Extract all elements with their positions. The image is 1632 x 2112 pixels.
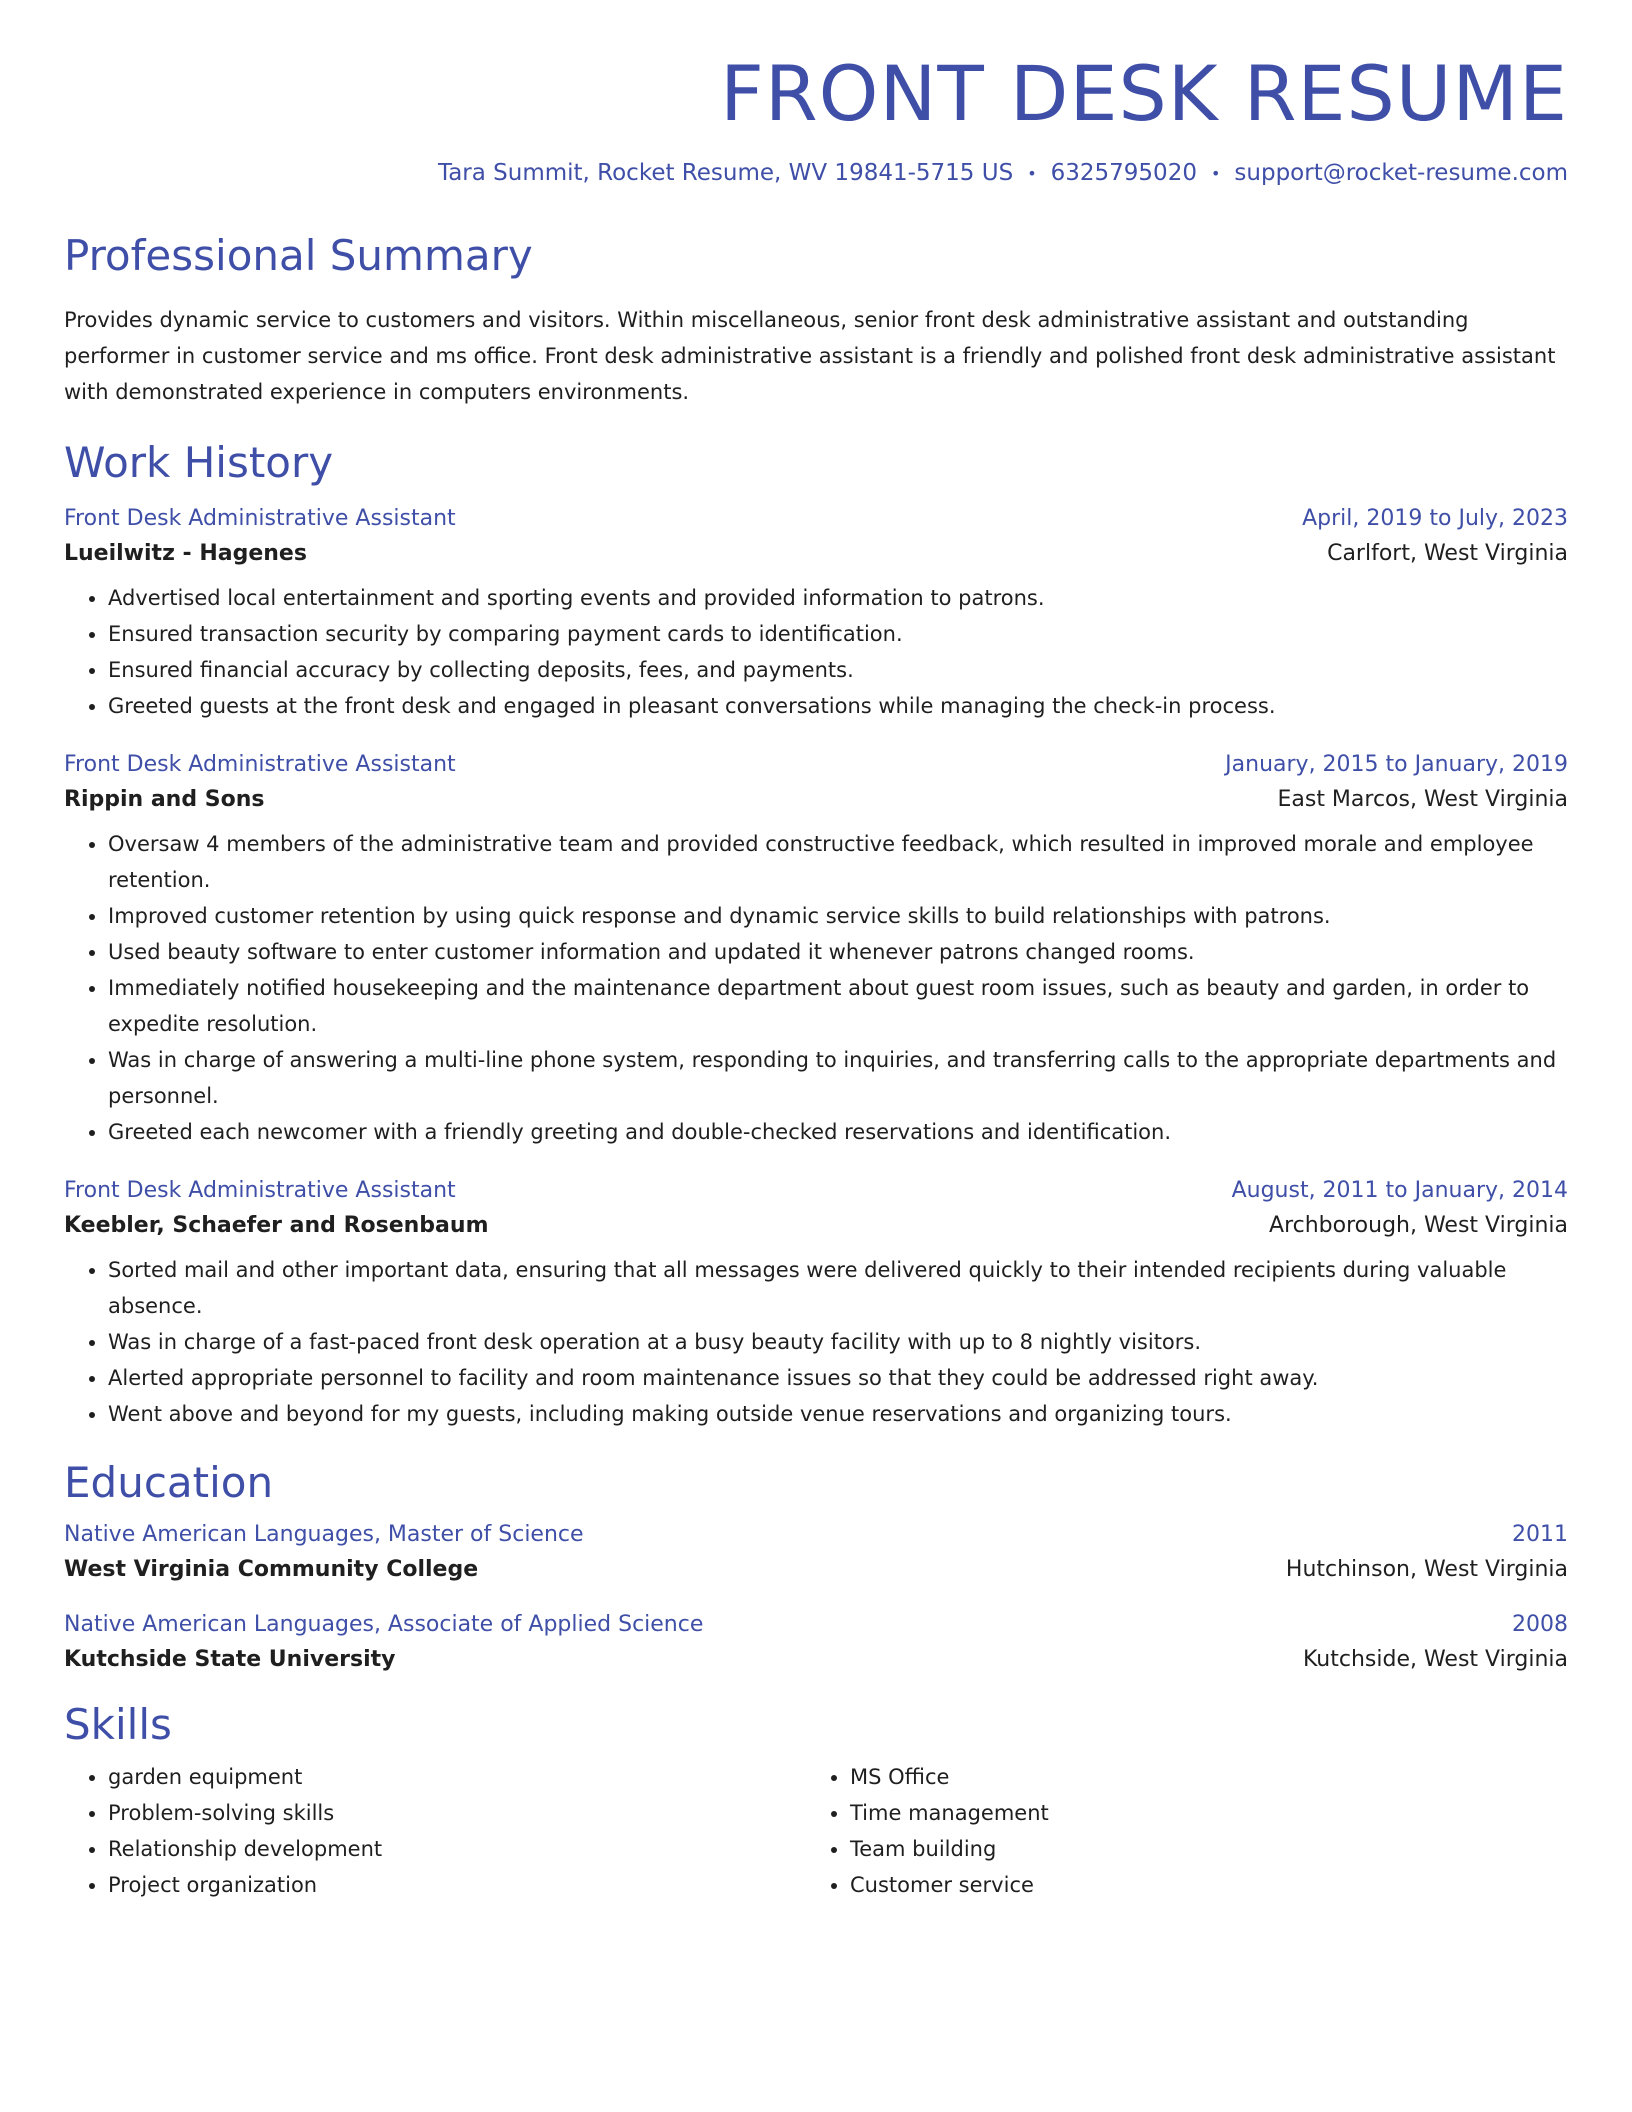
school-name: West Virginia Community College <box>64 1557 479 1583</box>
job-dates: August, 2011 to January, 2014 <box>1231 1177 1568 1203</box>
skill-item: • Team building <box>850 1831 1548 1867</box>
bullet-item: • Ensured transaction security by comparing payment cards to identification. <box>108 616 1568 652</box>
contact-phone: 6325795020 <box>1050 159 1197 186</box>
graduation-year: 2011 <box>1512 1522 1568 1548</box>
separator-dot: • <box>1027 163 1037 183</box>
skill-item: • MS Office <box>850 1759 1548 1795</box>
job-employer: Keebler, Schaefer and Rosenbaum <box>64 1212 489 1238</box>
school-name: Kutchside State University <box>64 1647 396 1673</box>
bullet-item: • Ensured financial accuracy by collecting deposits, fees, and payments. <box>108 652 1568 688</box>
summary-heading: Professional Summary <box>64 231 533 281</box>
job-employer: Rippin and Sons <box>64 786 265 812</box>
contact-address: Tara Summit, Rocket Resume, WV 19841-5715 US <box>437 159 1014 186</box>
job-bullets <box>64 826 1568 1150</box>
degree: Native American Languages, Associate of Applied Science <box>64 1612 704 1638</box>
education-entry <box>64 1522 1568 1582</box>
job-entry <box>64 506 1568 724</box>
separator-dot: • <box>1210 163 1221 183</box>
work-history-heading: Work History <box>64 437 334 487</box>
school-location: Hutchinson, West Virginia <box>1285 1557 1568 1583</box>
work-history-section <box>64 438 1568 1432</box>
bullet-item: • Greeted each newcomer with a friendly greeting and double-checked reservations and identification. <box>108 1114 1568 1150</box>
job-title: Front Desk Administrative Assistant <box>64 505 456 531</box>
contact-email[interactable]: support@rocket-resume.com <box>1234 159 1568 186</box>
bullet-item: • Went above and beyond for my guests, including making outside venue reservations and organizing tours. <box>108 1396 1568 1432</box>
job-dates: April, 2019 to July, 2023 <box>1302 505 1568 531</box>
bullet-item: • Was in charge of answering a multi-line phone system, responding to inquiries, and transferring calls to the appropriate departments and personnel. <box>108 1042 1568 1114</box>
job-bullets <box>64 580 1568 724</box>
bullet-item: • Was in charge of a fast-paced front desk operation at a busy beauty facility with up to 8 nightly visitors. <box>108 1324 1568 1360</box>
skill-item: • Relationship development <box>108 1831 806 1867</box>
job-location: Archborough, West Virginia <box>1269 1212 1568 1238</box>
job-title: Front Desk Administrative Assistant <box>64 1177 456 1203</box>
graduation-year: 2008 <box>1512 1612 1568 1638</box>
bullet-item: • Immediately notified housekeeping and the maintenance department about guest room issues, such as beauty and garden, in order to expedite resolution. <box>108 970 1568 1042</box>
bullet-item: • Sorted mail and other important data, ensuring that all messages were delivered quickly to their intended recipients during valuable absence. <box>108 1252 1568 1324</box>
skill-item: • Time management <box>850 1795 1548 1831</box>
bullet-item: • Oversaw 4 members of the administrative team and provided constructive feedback, which resulted in improved morale and employee retention. <box>108 826 1568 898</box>
job-location: Carlfort, West Virginia <box>1327 540 1568 566</box>
bullet-item: • Advertised local entertainment and sporting events and provided information to patrons. <box>108 580 1568 616</box>
skills-column-right <box>806 1759 1548 1903</box>
degree: Native American Languages, Master of Science <box>64 1522 584 1548</box>
bullet-item: • Used beauty software to enter customer information and updated it whenever patrons changed rooms. <box>108 934 1568 970</box>
skill-item: • Problem-solving skills <box>108 1795 806 1831</box>
bullet-item: • Alerted appropriate personnel to facility and room maintenance issues so that they could be addressed right away. <box>108 1360 1568 1396</box>
skills-section <box>64 1700 1568 1902</box>
bullet-item: • Improved customer retention by using quick response and dynamic service skills to build relationships with patrons. <box>108 898 1568 934</box>
skills-column-left <box>64 1759 806 1903</box>
job-employer: Lueilwitz - Hagenes <box>64 540 307 566</box>
education-entry <box>64 1612 1568 1672</box>
education-heading: Education <box>64 1457 274 1507</box>
education-section <box>64 1458 1568 1672</box>
resume-title: FRONT DESK RESUME <box>720 49 1568 138</box>
job-title: Front Desk Administrative Assistant <box>64 751 456 777</box>
summary-text: Provides dynamic service to customers and visitors. Within miscellaneous, senior front desk administrative assistant and outstanding performer in customer service and ms office. Front desk administrative assistant is a friendly and polished front desk administrative assistant with demonstrated experience in computers environments. <box>64 307 1556 404</box>
bullet-item: • Greeted guests at the front desk and engaged in pleasant conversations while managing the check-in process. <box>108 688 1568 724</box>
job-location: East Marcos, West Virginia <box>1277 786 1568 812</box>
job-entry <box>64 1178 1568 1432</box>
contact-line <box>64 160 1568 188</box>
skill-item: • garden equipment <box>108 1759 806 1795</box>
school-location: Kutchside, West Virginia <box>1302 1647 1568 1673</box>
skill-item: • Customer service <box>850 1867 1548 1903</box>
skills-grid <box>64 1759 1568 1903</box>
job-bullets <box>64 1252 1568 1432</box>
job-entry <box>64 752 1568 1150</box>
skills-heading: Skills <box>64 1700 172 1750</box>
job-dates: January, 2015 to January, 2019 <box>1225 751 1568 777</box>
skill-item: • Project organization <box>108 1867 806 1903</box>
summary-section <box>64 231 1568 409</box>
